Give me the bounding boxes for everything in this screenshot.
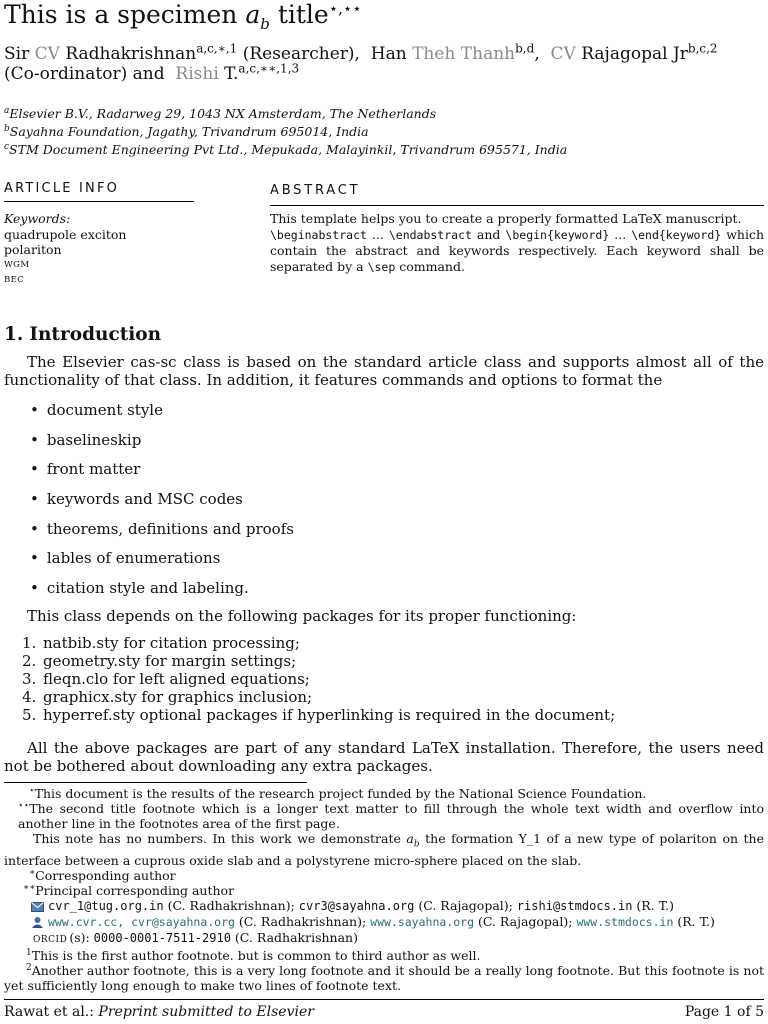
email-link[interactable]: cvr3@sayahna.org: [298, 898, 415, 913]
page-number: Page 1 of 5: [684, 1004, 764, 1020]
orcid-line: ORCID (s): 0000-0001-7511-2910 (C. Radhakrishnan): [33, 929, 358, 945]
keywords-label: Keywords:: [4, 211, 71, 226]
footnote: ⋆This document is the results of the research project funded by the National Science Foundation.: [29, 785, 647, 801]
numbered-list: [22, 634, 615, 724]
title-footnote-marks: ⋆,⋆⋆: [328, 0, 362, 18]
email-link[interactable]: rishi@stmdocs.in: [516, 898, 633, 913]
footnote: $^2$Another author footnote, this is a very long footnote and it should be a really long footnote. But this footnote is not yet sufficiently long enough to make two lines of footnote text.: [4, 962, 764, 993]
affiliations: [4, 105, 567, 159]
author-1: Sir CV Radhakrishnan$^{a,c,∗,1}$ (Researcher),: [4, 41, 360, 64]
list-item: • theorems, definitions and proofs: [30, 517, 294, 547]
footnote: ∗∗Principal corresponding author: [23, 882, 235, 898]
keyword: WGM: [4, 259, 30, 270]
keywords-block: [4, 211, 204, 289]
list-item: • baselineskip: [30, 428, 294, 458]
running-foot-rule: [4, 999, 764, 1000]
list-item: • document style: [30, 398, 294, 428]
footnote: This note has no numbers. In this work we demonstrate $a_b$ the formation Y_1 of a new type of polariton on the interface between a cuprous oxide slab and a polystyrene micro-sphere placed on the slab.: [4, 831, 764, 868]
list-item: 3. fleqn.clo for left aligned equations;: [22, 670, 310, 688]
envelope-icon: [31, 901, 44, 912]
intro-paragraph-2: This class depends on the following packages for its proper functioning:: [27, 607, 577, 625]
list-item: • keywords and MSC codes: [30, 487, 294, 517]
keyword: polariton: [4, 242, 62, 257]
list-item: • lables of enumerations: [30, 546, 294, 576]
footnote: $^1$This is the first author footnote. but is common to third author as well.: [26, 947, 481, 963]
intro-paragraph-3: All the above packages are part of any standard LaTeX installation. Therefore, the users need not be bothered about downloading any extra packages.: [4, 739, 764, 775]
url-link[interactable]: www.stmdocs.in: [576, 914, 674, 929]
affiliation-a: $^a$Elsevier B.V., Radarweg 29, 1043 NX Amsterdam, The Netherlands: [4, 105, 437, 121]
footnotes: [4, 786, 764, 993]
author-list: [4, 41, 764, 84]
email-link[interactable]: cvr_1@tug.org.in: [48, 898, 164, 913]
list-item: • citation style and labeling.: [30, 576, 294, 606]
url-link[interactable]: www.cvr.cc, cvr@sayahna.org: [48, 914, 235, 929]
footnote: ∗Corresponding author: [29, 867, 176, 883]
email-line: cvr_1@tug.org.in (C. Radhakrishnan); cvr3@sayahna.org (C. Rajagopal); rishi@stmdocs.in (R. T.): [4, 898, 764, 914]
list-item: 2. geometry.sty for margin settings;: [22, 652, 297, 670]
paper-title: This is a specimen $a_b$ title⋆,⋆⋆: [4, 0, 362, 33]
running-foot: Rawat et al.: Preprint submitted to Elsevier: [4, 1004, 314, 1020]
abstract-body: This template helps you to create a properly formatted LaTeX manuscript. \beginabstract ... \endabstract and \begin{keyword} ... \end{keyword} which contain the abstract and keywords respectively. Each keyword shall be separated by a \sep command.: [270, 211, 764, 274]
url-line: www.cvr.cc, cvr@sayahna.org (C. Radhakrishnan); www.sayahna.org (C. Rajagopal); www.stmdocs.in (R. T.): [4, 914, 764, 930]
url-link[interactable]: www.sayahna.org: [370, 914, 474, 929]
list-item: 4. graphicx.sty for graphics inclusion;: [22, 688, 313, 706]
article-info-heading: ARTICLE INFO: [4, 181, 194, 202]
list-item: • front matter: [30, 457, 294, 487]
orcid-id[interactable]: 0000-0001-7511-2910: [93, 930, 231, 945]
list-item: 5. hyperref.sty optional packages if hyperlinking is required in the document;: [22, 706, 616, 724]
author-4: (Co-ordinator) and Rishi T.$^{a,c,∗∗,1,3}$: [4, 61, 300, 84]
footnote: ⋆⋆The second title footnote which is a longer text matter to fill through the whole text width and overflow into another line in the footnotes area of the first page.: [18, 800, 764, 831]
affiliation-c: $^c$STM Document Engineering Pvt Ltd., Mepukada, Malayinkil, Trivandrum 695571, India: [4, 141, 568, 157]
keyword: BEC: [4, 275, 25, 285]
section-heading: 1. Introduction: [4, 324, 162, 345]
bullet-list: [30, 398, 294, 606]
footnote-rule: [4, 782, 307, 783]
keyword: quadrupole exciton: [4, 226, 127, 242]
abstract-heading: ABSTRACT: [270, 183, 764, 206]
list-item: 1. natbib.sty for citation processing;: [22, 634, 300, 652]
intro-paragraph-1: The Elsevier cas-sc class is based on the standard article class and supports almost all of the functionality of that class. In addition, it features commands and options to format the: [4, 353, 764, 389]
author-2: Han Theh Thanh$^{b,d}$,: [370, 41, 540, 64]
author-3: CV Rajagopal Jr$^{b,c,2}$: [550, 41, 718, 64]
affiliation-b: $^b$Sayahna Foundation, Jagathy, Trivandrum 695014, India: [4, 123, 369, 139]
globe-person-icon: [31, 916, 44, 928]
